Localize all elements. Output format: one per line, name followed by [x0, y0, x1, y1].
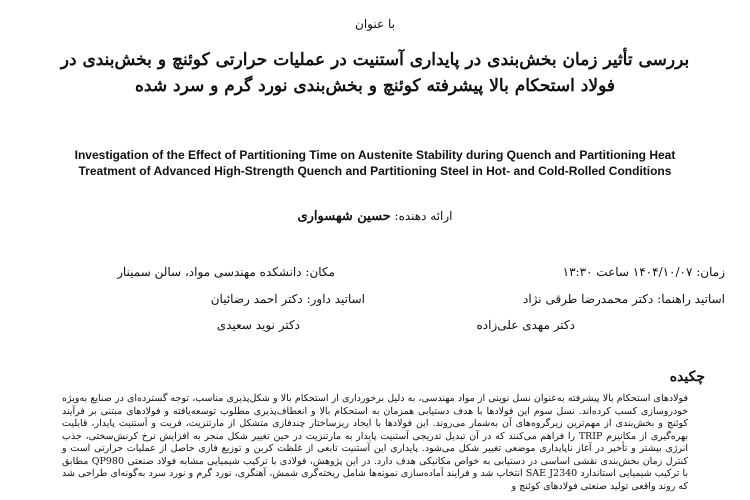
time-label: ساعت: [596, 265, 629, 279]
referees-label: اساتید داور:: [306, 292, 365, 306]
referee-1: دکتر احمد رضائیان: [210, 292, 303, 306]
place-line: [117, 265, 335, 279]
persian-title-line-2: فولاد استحکام بالا پیشرفته کوئنچ و بخش‌بندی نورد گرم و سرد شده: [135, 76, 615, 96]
referee-2: دکتر نوید سعیدی: [216, 318, 300, 332]
english-title-line-2: Treatment of Advanced High-Strength Quench and Partitioning Steel in Hot- and Cold-Rolled Conditions: [78, 164, 672, 178]
date-value: ۱۴۰۴/۱۰/۰۷: [632, 265, 693, 279]
supervisor-1: دکتر محمدرضا طرقی نژاد: [522, 292, 654, 306]
persian-title-line-1: بررسی تأثیر زمان بخش‌بندی در پایداری آستنیت در عملیات حرارتی کوئنچ و بخش‌بندی در: [60, 50, 690, 70]
presenter-line: [0, 209, 750, 224]
presenter-name: حسین شهسواری: [297, 209, 391, 224]
english-title-line-1: Investigation of the Effect of Partitioning Time on Austenite Stability during Quench and Partitioning Heat: [74, 148, 676, 162]
time-value: ۱۳:۳۰: [562, 265, 593, 279]
date-label: زمان:: [696, 265, 725, 279]
abstract-text: فولادهای استحکام بالا پیشرفته به‌عنوان نسل نوینی از مواد مهندسی، به دلیل برخورداری از استحکام بالا و شکل‌پذیری مناسب، توجه گسترده‌ای در صنایع به‌ویژه خودروسازی کسب کرده‌اند. نسل سوم این فولادها با هدف دستیابی همزمان به استحکام بالا و انعطاف‌پذیری مطلوب توسعه‌یافته و فولادهای مبتنی بر فرآیند کوئنچ و بخش‌بندی از مهم‌ترین زیرگروه‌های آن به‌شمار می‌روند. این فولادها با ایجاد ریزساختار چندفازی متشکل از مارتنزیت، فریت و آستنیت پایدار، قابلیت بهره‌گیری از مکانیزم TRIP را فراهم می‌کنند که در آن تبدیل تدریجی آستنیت پایدار به مارتنزیت در حین تغییر شکل منجر به افزایش نرخ کرنش‌سختی، جذب انرژی بیشتر و تأخیر در آغاز ناپایداری موضعی تغییر شکل می‌شود. پایداری این آستنیت تابعی از غلظت کربن و توزیع فازی حاصل از عملیات حرارتی است و کنترل زمان بخش‌بندی نقشی اساسی در دستیابی به خواص مکانیکی هدف دارد. در این پژوهش، فولادی با ترکیب شیمیایی مشابه فولاد صنعتی QP980 مطابق با ترکیب شیمیایی استاندارد SAE J2340 انتخاب شد و فرایند آماده‌سازی نمونه‌ها شامل ریخته‌گری شمش، آهنگری، نورد گرم و نورد سرد به‌گونه‌ای طراحی شد که روند واقعی تولید صنعتی فولادهای کوئنچ و: [62, 393, 689, 492]
abstract-heading: چکیده: [669, 369, 705, 385]
presenter-label: ارائه دهنده:: [394, 209, 453, 223]
supervisors-label: اساتید راهنما:: [657, 292, 725, 306]
date-time-line: [563, 265, 725, 279]
supervisor-2: دکتر مهدی علی‌زاده: [476, 318, 575, 332]
place-label: مکان:: [305, 265, 335, 279]
with-title-label: با عنوان: [355, 17, 395, 31]
place-value: دانشکده مهندسی مواد، سالن سمینار: [117, 265, 302, 279]
supervisors-line: [523, 292, 725, 306]
referees-line: [211, 292, 365, 306]
